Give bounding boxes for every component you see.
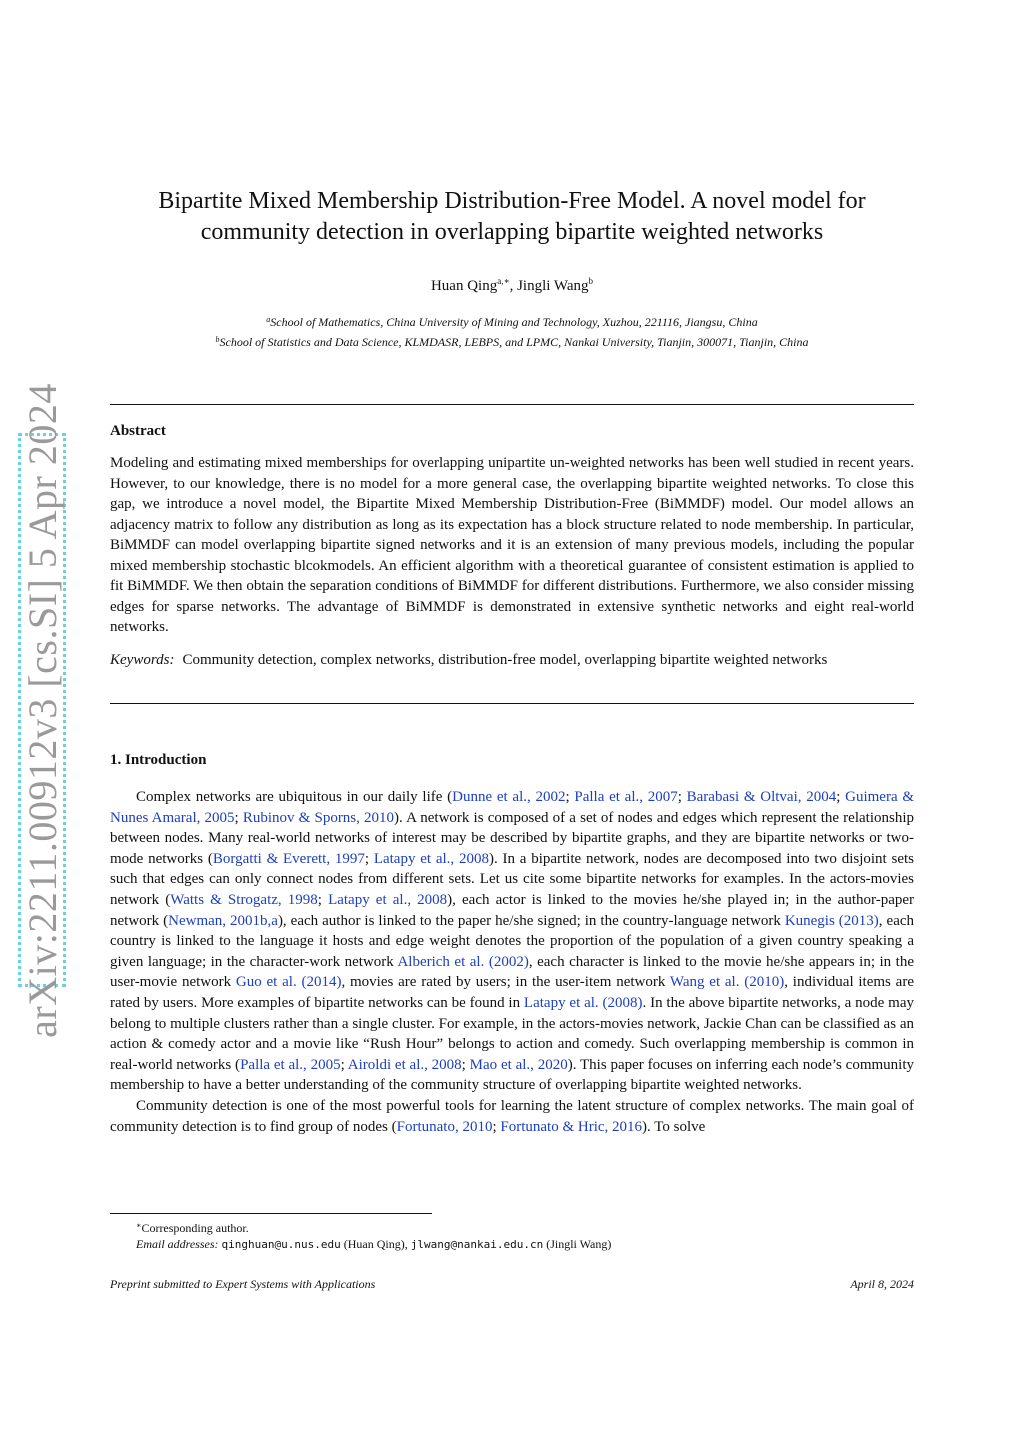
- keywords-text: Community detection, complex networks, distribution-free model, overlapping bipartite weighted networks: [182, 652, 828, 668]
- author-2: Jingli Wang: [517, 278, 589, 294]
- abstract-heading: Abstract: [110, 423, 166, 439]
- citation-link[interactable]: Mao et al., 2020: [469, 1056, 568, 1073]
- citation-link[interactable]: Fortunato, 2010: [396, 1118, 493, 1135]
- keywords-label: Keywords:: [110, 652, 175, 668]
- arxiv-identifier-text: arXiv:2211.00912v3 [cs.SI] 5 Apr 2024: [19, 382, 65, 1038]
- email-link-qing[interactable]: qinghuan@u.nus.edu: [221, 1238, 341, 1251]
- citation-link[interactable]: Guo et al. (2014): [235, 974, 342, 991]
- title-line-2: community detection in overlapping bipartite weighted networks: [200, 219, 824, 245]
- citation-link[interactable]: Latapy et al., 2008: [328, 891, 448, 908]
- introduction-body: [110, 787, 914, 1137]
- title-line-1: Bipartite Mixed Membership Distribution-Free Model. A novel model for: [158, 188, 866, 214]
- citation-link[interactable]: Borgatti & Everett, 1997: [212, 850, 365, 867]
- citation-link[interactable]: Kunegis (2013): [784, 912, 879, 929]
- affiliation-a: $^a$School of Mathematics, China University of Mining and Technology, Xuzhou, 221116, Jiangsu, China: [266, 315, 758, 329]
- author-separator: ,: [509, 278, 518, 294]
- author-1: Huan Qing: [430, 278, 498, 294]
- citation-link[interactable]: Barabasi & Oltvai, 2004: [686, 789, 837, 805]
- footnotes: [136, 1218, 611, 1253]
- citation-link[interactable]: Palla et al., 2005: [240, 1056, 341, 1073]
- citation-link[interactable]: Latapy et al., 2008: [373, 850, 489, 867]
- email-link-wang[interactable]: jlwang@nankai.edu.cn: [410, 1238, 544, 1251]
- author-2-affil: b: [588, 276, 594, 286]
- paper-title: [110, 186, 914, 248]
- footnote-emails: Email addresses: qinghuan@u.nus.edu (Huan Qing), jlwang@nankai.edu.cn (Jingli Wang): [136, 1237, 612, 1251]
- affiliations: [110, 311, 914, 351]
- citation-link[interactable]: Watts & Strogatz, 1998: [170, 891, 318, 908]
- citation-link[interactable]: Newman, 2001b,a: [168, 912, 278, 929]
- citation-link[interactable]: Airoldi et al., 2008: [347, 1056, 462, 1073]
- author-1-affil: a,∗: [497, 276, 510, 286]
- abstract-bottom-rule: [110, 703, 914, 704]
- footer-date: April 8, 2024: [850, 1277, 914, 1291]
- footer-journal: Preprint submitted to Expert Systems with Applications: [110, 1277, 376, 1291]
- footnote-rule: [110, 1213, 432, 1214]
- keywords: [110, 650, 870, 670]
- citation-link[interactable]: Wang et al. (2010): [669, 974, 785, 991]
- affiliation-b: $^b$School of Statistics and Data Science, KLMDASR, LEBPS, and LPMC, Nankai University, Tianjin, 300071, Tianjin, China: [215, 335, 809, 349]
- author-list: [110, 276, 914, 295]
- citation-link[interactable]: Dunne et al., 2002: [452, 789, 566, 805]
- citation-link[interactable]: Latapy et al. (2008): [523, 994, 643, 1011]
- citation-link[interactable]: Rubinov & Sporns, 2010: [242, 809, 395, 826]
- citation-link[interactable]: Palla et al., 2007: [574, 789, 678, 805]
- intro-paragraph-1: Complex networks are ubiquitous in our daily life (Dunne et al., 2002; Palla et al., 2007; Barabasi & Oltvai, 2004; Guimera & Nunes Amaral, 2005; Rubinov & Sporns, 2010). A network is composed of a set of nodes and edges which represent the relationship between nodes. Many real-world networks of interest may be described by bipartite graphs, and they are bipartite networks or two-mode networks (Borgatti & Everett, 1997; Latapy et al., 2008). In a bipartite network, nodes are decomposed into two disjoint sets such that edges can only connect nodes from different sets. Let us cite some bipartite networks for examples. In the actors-movies network (Watts & Strogatz, 1998; Latapy et al., 2008), each actor is linked to the movies he/she played in; in the author-paper network (Newman, 2001b,a), each author is linked to the paper he/she signed; in the country-language network Kunegis (2013), each country is linked to the language it hosts and edge weight denotes the proportion of the population of a given country speaking a given language; in the character-work network Alberich et al. (2002), each character is linked to the movie he/she appears in; in the user-movie network Guo et al. (2014), movies are rated by users; in the user-item network Wang et al. (2010), individual items are rated by users. More examples of bipartite networks can be found in Latapy et al. (2008). In the above bipartite networks, a node may belong to multiple clusters rather than a single cluster. For example, in the actors-movies network, Jackie Chan can be classified as an action & comedy actor and a movie like “Rush Hour” belongs to action and comedy. Such overlapping membership is common in real-world networks (Palla et al., 2005; Airoldi et al., 2008; Mao et al., 2020). This paper focuses on inferring each node’s community membership to have a better understanding of the community structure of overlapping bipartite weighted networks.: [110, 789, 915, 1094]
- section-heading-introduction: 1. Introduction: [110, 752, 207, 768]
- citation-link[interactable]: Guimera & Nunes Amaral, 2005: [110, 789, 915, 826]
- intro-paragraph-2: Community detection is one of the most powerful tools for learning the latent structure of complex networks. The main goal of community detection is to find group of nodes (Fortunato, 2010; Fortunato & Hric, 2016). To solve: [110, 1097, 914, 1135]
- footnote-corresponding: ∗Corresponding author.: [136, 1221, 249, 1235]
- citation-link[interactable]: Alberich et al. (2002): [397, 953, 529, 970]
- abstract-text: Modeling and estimating mixed memberships for overlapping unipartite un-weighted networks has been well studied in recent years. However, to our knowledge, there is no model for a more general case, the overlapping bipartite weighted networks. To close this gap, we introduce a novel model, the Bipartite Mixed Membership Distribution-Free (BiMMDF) model. Our model allows an adjacency matrix to follow any distribution as long as its expectation has a block structure related to node membership. In particular, BiMMDF can model overlapping bipartite signed networks and it is an extension of many previous models, including the popular mixed membership stochastic blcokmodels. An efficient algorithm with a theoretical guarantee of consistent estimation is applied to fit BiMMDF. We then obtain the separation conditions of BiMMDF for different distributions. Furthermore, we also consider missing edges for sparse networks. The advantage of BiMMDF is demonstrated in extensive synthetic networks and eight real-world networks.: [110, 455, 914, 635]
- arxiv-identifier-stamp: [18, 382, 66, 1038]
- abstract-top-rule: [110, 404, 914, 405]
- citation-link[interactable]: Fortunato & Hric, 2016: [500, 1118, 643, 1135]
